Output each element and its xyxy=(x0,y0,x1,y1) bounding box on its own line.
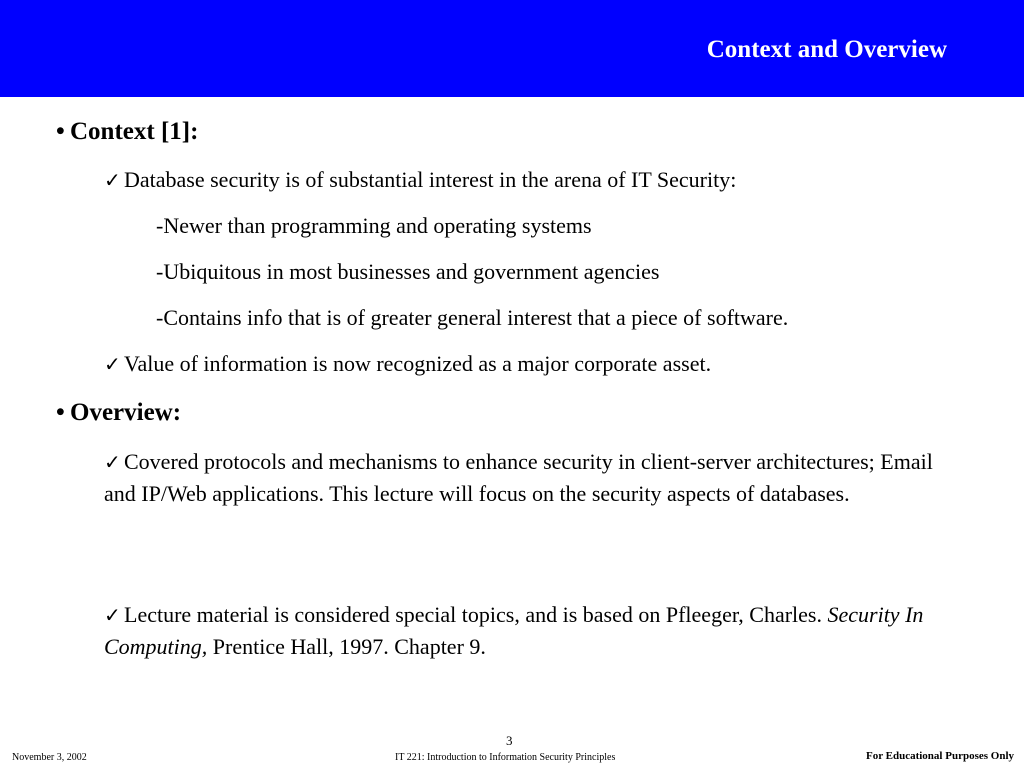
overview-item-covered-protocols xyxy=(104,446,944,509)
context-heading-text: Context [1]: xyxy=(70,118,199,145)
footer-notice: For Educational Purposes Only xyxy=(865,750,1014,762)
overview-item-text-after: Prentice Hall, 1997. Chapter 9. xyxy=(207,634,486,659)
slide-title: Context and Overview xyxy=(706,36,947,63)
context-subitem-contains-info: -Contains info that is of greater general interest that a piece of software. xyxy=(156,305,789,330)
checkmark-icon: ✓ xyxy=(104,603,121,627)
context-item-database-security xyxy=(104,164,944,196)
book-title: Security In Computing, xyxy=(104,602,924,659)
overview-heading xyxy=(56,397,181,429)
footer-course-title: IT 221: Introduction to Information Security Principles xyxy=(395,752,616,763)
context-heading xyxy=(56,116,198,148)
overview-item-lecture-material xyxy=(104,599,944,662)
overview-item-text: Covered protocols and mechanisms to enhance security in client-server architectures; Email and IP/Web applications. This lecture will focus on the security aspects of databases. xyxy=(104,449,933,506)
context-item-text: Value of information is now recognized as a major corporate asset. xyxy=(124,351,712,376)
context-subitem-newer: -Newer than programming and operating systems xyxy=(156,213,592,238)
overview-heading-text: Overview: xyxy=(70,399,182,426)
checkmark-icon: ✓ xyxy=(104,450,121,474)
context-item-value-of-information xyxy=(104,348,944,380)
bullet-icon: • xyxy=(56,118,65,145)
footer-date: November 3, 2002 xyxy=(12,752,87,763)
checkmark-icon: ✓ xyxy=(104,352,121,376)
page-number: 3 xyxy=(506,733,513,748)
bullet-icon: • xyxy=(56,399,65,426)
checkmark-icon: ✓ xyxy=(104,168,121,192)
context-subitem-ubiquitous: -Ubiquitous in most businesses and government agencies xyxy=(156,259,660,284)
context-item-text: Database security is of substantial interest in the arena of IT Security: xyxy=(124,167,737,192)
overview-item-text-before: Lecture material is considered special topics, and is based on Pfleeger, Charles. xyxy=(124,602,828,627)
